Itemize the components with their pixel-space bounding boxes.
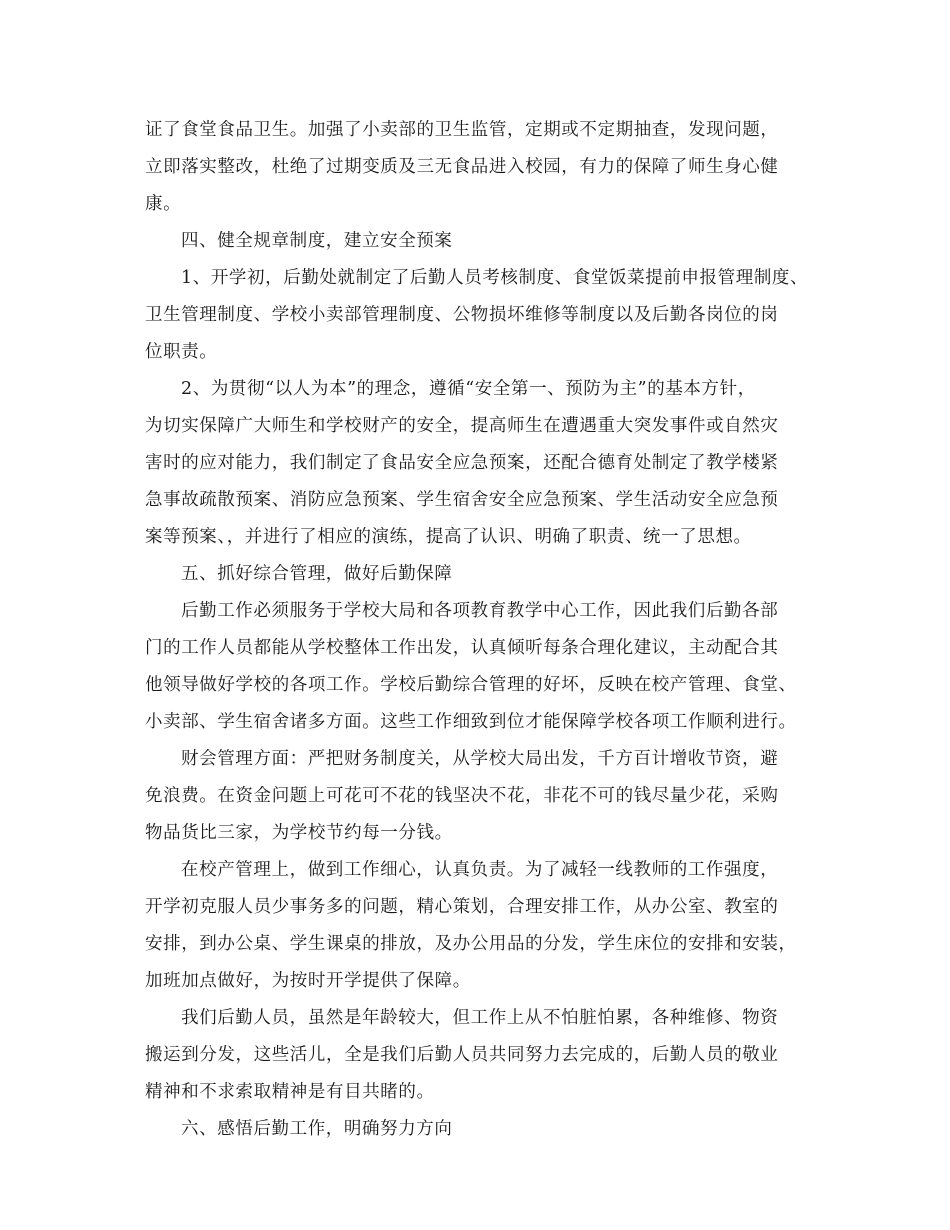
text-line: 后勤工作必须服务于学校大局和各项教育教学中心工作，因此我们后勤各部	[181, 601, 779, 621]
text-line: 立即落实整改，杜绝了过期变质及三无食品进入校园，有力的保障了师生身心健	[145, 157, 779, 177]
text-line: 物品货比三家，为学校节约每一分钱。	[145, 823, 453, 843]
text-line: 精神和不求索取精神是有目共睹的。	[145, 1082, 435, 1102]
text-line: 免浪费。在资金问题上可花可不花的钱坚决不花，非花不可的钱尽量少花，采购	[145, 786, 779, 806]
text-line: 门的工作人员都能从学校整体工作出发，认真倾听每条合理化建议，主动配合其	[145, 638, 779, 658]
text-line: 开学初克服人员少事务多的问题，精心策划，合理安排工作，从办公室、教室的	[145, 897, 779, 917]
text-line: 2、为贯彻“以人为本”的理念，遵循“安全第一、预防为主”的基本方针，	[181, 379, 756, 399]
text-line: 1、开学初，后勤处就制定了后勤人员考核制度、食堂饭菜提前申报管理制度、	[181, 268, 809, 288]
text-line: 财会管理方面：严把财务制度关，从学校大局出发，千方百计增收节资，避	[181, 749, 779, 769]
text-line: 案等预案、，并进行了相应的演练，提高了认识、明确了职责、统一了思想。	[145, 527, 752, 547]
text-line: 康。	[145, 194, 182, 214]
text-line: 小卖部、学生宿舍诸多方面。这些工作细致到位才能保障学校各项工作顺利进行。	[145, 712, 797, 732]
text-line: 他领导做好学校的各项工作。学校后勤综合管理的好坏，反映在校产管理、食堂、	[145, 675, 797, 695]
text-line: 害时的应对能力，我们制定了食品安全应急预案，还配合德育处制定了教学楼紧	[145, 453, 779, 473]
text-line: 急事故疏散预案、消防应急预案、学生宿舍安全应急预案、学生活动安全应急预	[145, 490, 779, 510]
text-line: 搬运到分发，这些活儿，全是我们后勤人员共同努力去完成的，后勤人员的敬业	[145, 1045, 779, 1065]
text-line: 安排，到办公桌、学生课桌的排放，及办公用品的分发，学生床位的安排和安装，	[145, 934, 797, 954]
text-line: 位职责。	[145, 342, 218, 362]
text-line: 为切实保障广大师生和学校财产的安全，提高师生在遭遇重大突发事件或自然灾	[145, 416, 779, 436]
text-line: 我们后勤人员，虽然是年龄较大，但工作上从不怕脏怕累，各种维修、物资	[181, 1008, 779, 1028]
text-line: 卫生管理制度、学校小卖部管理制度、公物损坏维修等制度以及后勤各岗位的岗	[145, 305, 779, 325]
section-heading: 五、抓好综合管理，做好后勤保障	[181, 564, 453, 584]
section-heading: 六、感悟后勤工作，明确努力方向	[181, 1119, 453, 1139]
text-line: 证了食堂食品卫生。加强了小卖部的卫生监管，定期或不定期抽查，发现问题，	[145, 120, 779, 140]
section-heading: 四、健全规章制度，建立安全预案	[181, 231, 453, 251]
text-line: 加班加点做好，为按时开学提供了保障。	[145, 971, 471, 991]
text-line: 在校产管理上，做到工作细心，认真负责。为了减轻一线教师的工作强度，	[181, 860, 779, 880]
